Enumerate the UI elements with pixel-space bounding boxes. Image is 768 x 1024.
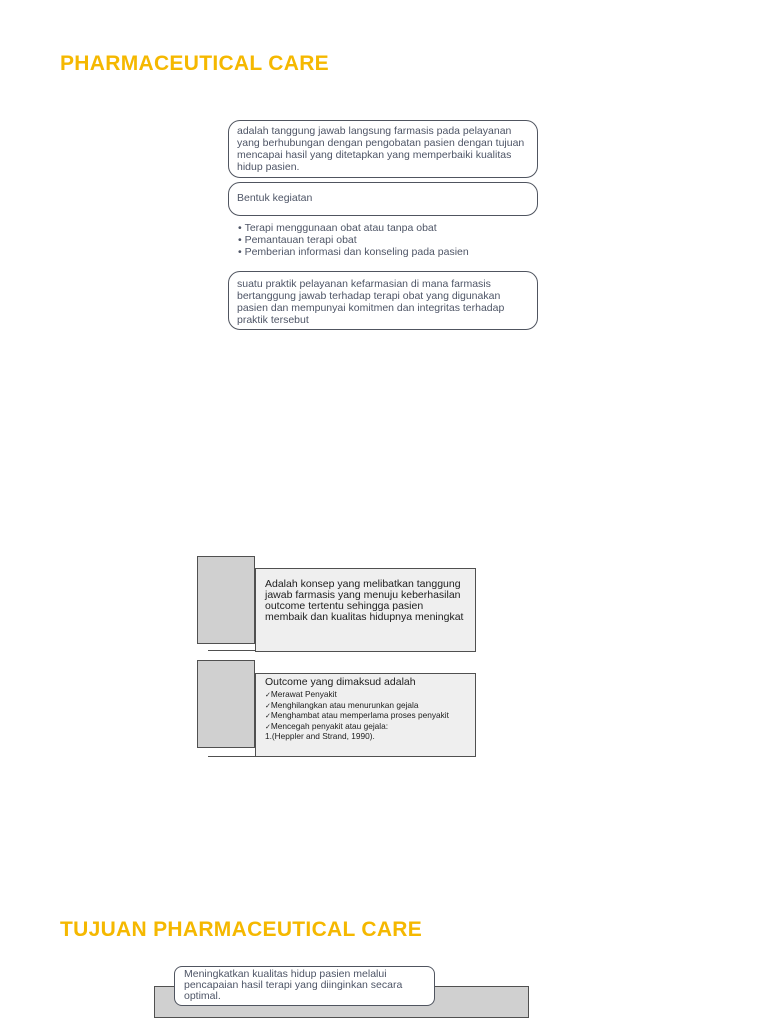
practice-box bbox=[228, 271, 538, 330]
goal-box bbox=[174, 966, 435, 1006]
concept-box bbox=[255, 568, 476, 652]
list-item: • Pemantauan terapi obat bbox=[238, 234, 469, 246]
outcome-item-text: Mencegah penyakit atau gejala: bbox=[270, 720, 389, 731]
activities-list bbox=[238, 222, 469, 258]
goal-text: Meningkatkan kualitas hidup pasien melalui pencapaian hasil terapi yang diinginkan secara optimal. bbox=[184, 968, 403, 1002]
citation: 1.(Heppler and Strand, 1990). bbox=[265, 731, 375, 741]
outcome-accent-tab bbox=[197, 660, 255, 748]
concept-accent-tab bbox=[197, 556, 255, 644]
list-item: • Pemberian informasi dan konseling pada pasien bbox=[238, 246, 469, 258]
concept-text: Adalah konsep yang melibatkan tanggung jawab farmasis yang menuju keberhasilan outcome tertentu sehingga pasien membaik dan kualitas hidupnya meningkat bbox=[265, 578, 464, 623]
outcome-list bbox=[265, 690, 466, 742]
outcome-title: Outcome yang dimaksud adalah bbox=[265, 676, 416, 688]
section-title-pharmaceutical-care: PHARMACEUTICAL CARE bbox=[60, 52, 329, 75]
outcome-item-text: Menghambat atau memperlama proses penyakit bbox=[270, 710, 449, 720]
activities-label-box bbox=[228, 182, 538, 216]
list-item: • Terapi menggunaan obat atau tanpa obat bbox=[238, 222, 469, 234]
outcome-item-text: Merawat Penyakit bbox=[270, 689, 337, 699]
definition-text: adalah tanggung jawab langsung farmasis pada pelayanan yang berhubungan dengan pengobatan pasien dengan tujuan mencapai hasil yang ditetapkan yang memperbaiki kualitas hidup pasien. bbox=[237, 125, 525, 173]
activities-label: Bentuk kegiatan bbox=[237, 192, 313, 204]
practice-text: suatu praktik pelayanan kefarmasian di mana farmasis bertanggung jawab terhadap terapi obat yang digunakan pasien dan mempunyai komitmen dan integritas terhadap praktik tersebut bbox=[237, 278, 505, 326]
definition-box bbox=[228, 120, 538, 178]
section-title-tujuan: TUJUAN PHARMACEUTICAL CARE bbox=[60, 918, 423, 941]
outcome-box bbox=[255, 673, 476, 757]
outcome-item-text: Menghilangkan atau menurunkan gejala bbox=[270, 699, 419, 710]
